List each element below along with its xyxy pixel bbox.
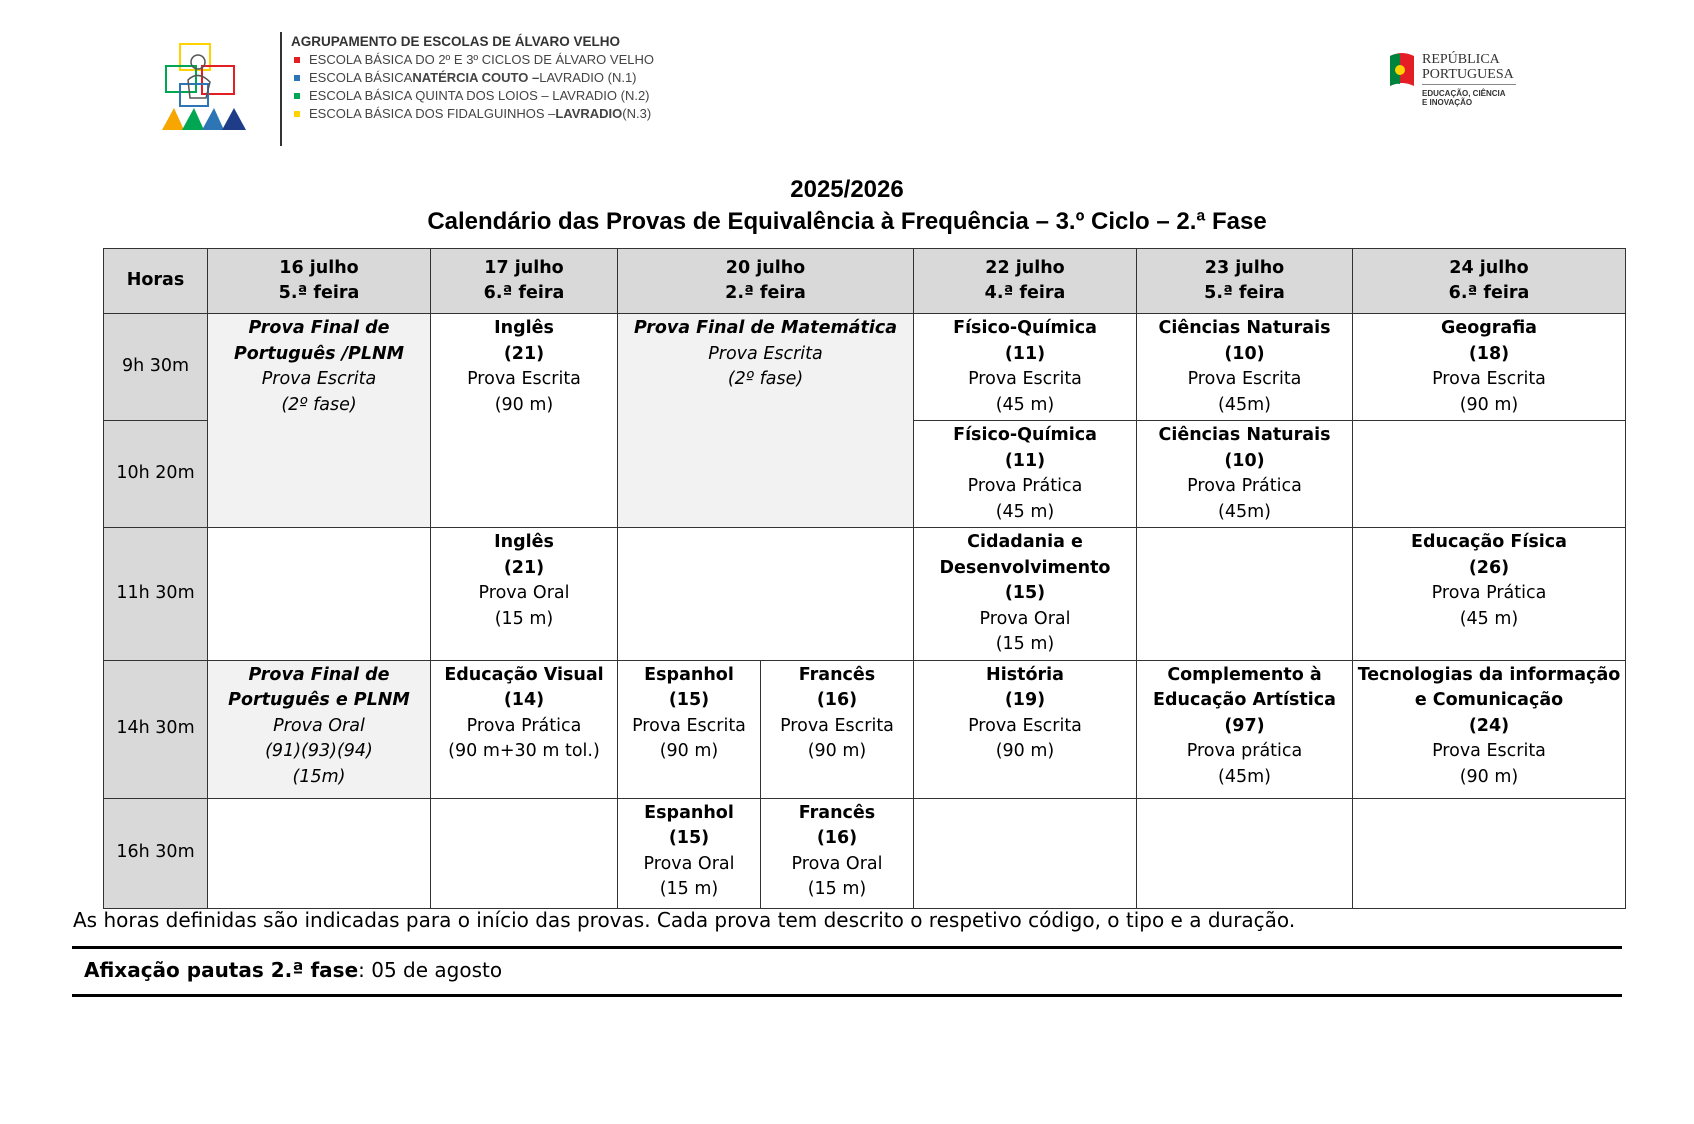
exam-line: (21) (503, 557, 545, 578)
exam-line: Ciências Naturais (1158, 425, 1331, 445)
day-header: 16 julho 5.ª feira (208, 249, 431, 314)
republica-text: REPÚBLICA PORTUGUESA (1422, 52, 1514, 82)
exam-line: Prova Final de (248, 318, 390, 338)
day-header: 20 julho 2.ª feira (618, 249, 914, 314)
republica-flag-icon (1386, 50, 1418, 94)
exam-cell (618, 314, 914, 528)
exam-cell (618, 798, 761, 908)
exam-cell (431, 660, 618, 798)
agrupamento-name: AGRUPAMENTO DE ESCOLAS DE ÁLVARO VELHO (291, 34, 621, 49)
hour-cell: 10h 20m (104, 421, 208, 528)
exam-line: Prova Prática (466, 715, 582, 736)
exam-line: (45 m) (995, 394, 1055, 415)
exam-line: Prova Oral (979, 608, 1071, 629)
day-header: 24 julho 6.ª feira (1353, 249, 1626, 314)
exam-line: Complemento à (1167, 664, 1322, 685)
exam-line: (11) (1004, 343, 1046, 364)
exam-line: (2º fase) (727, 369, 804, 389)
exam-cell (431, 314, 618, 528)
exam-line: Inglês (494, 318, 554, 338)
school-name-part: ESCOLA BÁSICA (309, 70, 413, 85)
exam-line: Prova Final de Matemática (633, 318, 898, 338)
exam-line: (16) (816, 828, 858, 848)
exam-line: (90 m) (807, 741, 867, 761)
exam-line: (90 m) (494, 394, 554, 415)
exam-cell (761, 798, 914, 908)
empty-cell (208, 798, 431, 908)
exam-line: Inglês (494, 532, 554, 552)
exam-cell (1137, 660, 1353, 798)
empty-cell (1353, 798, 1626, 908)
exam-line: Prova Oral (643, 853, 735, 874)
footer-rule (72, 946, 1622, 949)
school-name-part: NATÉRCIA COUTO – (412, 70, 540, 85)
exam-line: Prova Escrita (1432, 369, 1546, 389)
exam-line: (26) (1468, 557, 1510, 578)
exam-cell (1137, 421, 1353, 528)
school-item (291, 105, 654, 123)
exam-line: Prova Escrita (968, 715, 1082, 736)
exam-line: Prova Prática (1431, 583, 1547, 603)
exam-line: (90 m) (659, 741, 719, 761)
empty-cell (618, 528, 914, 661)
exam-cell (914, 421, 1137, 528)
exam-line: (15m) (292, 766, 346, 787)
exam-line: Francês (798, 802, 876, 823)
hour-cell: 16h 30m (104, 798, 208, 908)
exam-line: (15 m) (807, 879, 867, 899)
republica-divider (1422, 84, 1516, 85)
exam-cell (914, 660, 1137, 798)
footer-rule (72, 994, 1622, 997)
exam-line: (15) (668, 828, 710, 848)
exam-cell (208, 314, 431, 528)
page-header (0, 0, 1694, 160)
school-item (291, 69, 654, 87)
exam-line: (97) (1224, 715, 1265, 736)
school-year: 2025/2026 (790, 176, 904, 203)
exam-line: Ciências Naturais (1158, 318, 1331, 338)
school-name-part: LAVRADIO (N.1) (539, 70, 637, 85)
exam-line: (15) (1004, 583, 1046, 603)
header-divider (280, 32, 282, 146)
exam-line: Prova Escrita (632, 715, 746, 736)
exam-line: (91)(93)(94) (265, 741, 373, 761)
exam-line: (21) (503, 343, 545, 364)
exam-line: (18) (1468, 343, 1510, 364)
exam-cell (1353, 528, 1626, 661)
afixacao-line (84, 958, 502, 982)
school-list (291, 33, 654, 123)
exam-line: (19) (1004, 690, 1046, 710)
exam-line: (15 m) (659, 879, 719, 899)
exam-line: Prova Escrita (708, 343, 823, 364)
exam-line: Prova Oral (273, 715, 365, 736)
school-item (291, 51, 654, 69)
exam-line: Prova Escrita (968, 369, 1082, 389)
exam-line: Prova Escrita (780, 715, 894, 736)
exam-cell (618, 660, 761, 798)
exam-line: (10) (1224, 450, 1265, 471)
exam-line: (11) (1004, 450, 1046, 471)
exam-line: (14) (503, 690, 545, 710)
school-bullet-icon (294, 111, 300, 117)
exam-cell (1353, 660, 1626, 798)
day-header: 17 julho 6.ª feira (431, 249, 618, 314)
exam-line: (45m) (1218, 501, 1271, 522)
afixacao-date: : 05 de agosto (358, 958, 503, 982)
exam-line: Português e PLNM (228, 690, 410, 710)
school-name-part: ESCOLA BÁSICA DOS FIDALGUINHOS – (309, 106, 556, 121)
exam-line: Educação Física (1411, 532, 1567, 552)
exam-line: (10) (1224, 343, 1265, 364)
exam-calendar-table (103, 248, 1626, 909)
exam-line: Português /PLNM (233, 343, 405, 364)
exam-line: Prova Final de (248, 664, 390, 685)
exam-line: História (986, 664, 1064, 685)
school-name-part: ESCOLA BÁSICA DO 2º E 3º CICLOS DE ÁLVARO VELHO (309, 52, 654, 67)
empty-cell (431, 798, 618, 908)
exam-line: (90 m) (995, 741, 1055, 761)
exam-line: Físico-Química (953, 318, 1097, 338)
school-logo (160, 40, 255, 135)
exam-line: Desenvolvimento (939, 557, 1111, 578)
empty-cell (1137, 798, 1353, 908)
exam-cell (914, 528, 1137, 661)
exam-line: (45m) (1218, 766, 1271, 787)
exam-line: (90 m) (1459, 766, 1519, 787)
exam-line: (2º fase) (281, 394, 357, 415)
empty-cell (914, 798, 1137, 908)
hour-cell: 14h 30m (104, 660, 208, 798)
school-name-part: LAVRADIO (555, 106, 623, 121)
exam-line: Físico-Química (953, 425, 1097, 445)
exam-line: Prova Escrita (1432, 741, 1546, 761)
exam-line: (15 m) (494, 608, 554, 629)
afixacao-label: Afixação pautas 2.ª fase (84, 958, 359, 982)
exam-line: Prova prática (1186, 741, 1303, 761)
exam-cell (1353, 314, 1626, 421)
exam-line: Prova Prática (967, 476, 1083, 496)
exam-line: (16) (816, 690, 858, 710)
school-bullet-icon (294, 75, 300, 81)
exam-line: Prova Oral (791, 853, 883, 874)
exam-line: Cidadania e (967, 532, 1083, 552)
exam-line: Francês (798, 664, 876, 685)
exam-line: Espanhol (644, 802, 734, 823)
exam-cell (761, 660, 914, 798)
exam-line: Educação Visual (444, 664, 604, 685)
exam-line: Geografia (1440, 318, 1537, 338)
exam-line: e Comunicação (1414, 690, 1564, 710)
republica-ministry: EDUCAÇÃO, CIÊNCIA E INOVAÇÃO (1422, 89, 1506, 107)
exam-line: (24) (1468, 715, 1510, 736)
exam-line: (90 m) (1459, 394, 1519, 415)
exam-line: Prova Escrita (467, 369, 581, 389)
exam-line: Prova Oral (478, 583, 570, 603)
empty-cell (1353, 421, 1626, 528)
republica-logo (1386, 50, 1526, 120)
exam-line: (45 m) (995, 501, 1055, 522)
hour-cell: 11h 30m (104, 528, 208, 661)
exam-cell (431, 528, 618, 661)
exam-line: (15) (668, 690, 710, 710)
exam-line: Educação Artística (1153, 690, 1336, 710)
exam-cell (914, 314, 1137, 421)
exam-line: Tecnologias da informação (1357, 664, 1621, 685)
page-title: Calendário das Provas de Equivalência à Frequência – 3.º Ciclo – 2.ª Fase (427, 208, 1267, 235)
day-header: 22 julho 4.ª feira (914, 249, 1137, 314)
empty-cell (208, 528, 431, 661)
hours-header: Horas (104, 249, 208, 314)
school-name-part: ESCOLA BÁSICA QUINTA DOS LOIOS – LAVRADIO (N.2) (309, 88, 650, 103)
exam-cell (1137, 314, 1353, 421)
exam-cell (208, 660, 431, 798)
footer-note: As horas definidas são indicadas para o início das provas. Cada prova tem descrito o respetivo código, o tipo e a duração. (73, 908, 1296, 932)
exam-line: (15 m) (995, 634, 1055, 654)
exam-line: (45m) (1218, 394, 1271, 415)
exam-line: (90 m+30 m tol.) (448, 741, 600, 761)
exam-line: Prova Escrita (261, 369, 377, 389)
exam-line: Espanhol (644, 664, 734, 685)
empty-cell (1137, 528, 1353, 661)
school-bullet-icon (294, 57, 300, 63)
day-header: 23 julho 5.ª feira (1137, 249, 1353, 314)
exam-line: (45 m) (1459, 608, 1519, 629)
exam-line: Prova Escrita (1187, 369, 1302, 389)
school-name-part: (N.3) (622, 106, 652, 121)
hour-cell: 9h 30m (104, 314, 208, 421)
school-bullet-icon (294, 93, 300, 99)
exam-line: Prova Prática (1187, 476, 1302, 496)
school-item (291, 87, 654, 105)
